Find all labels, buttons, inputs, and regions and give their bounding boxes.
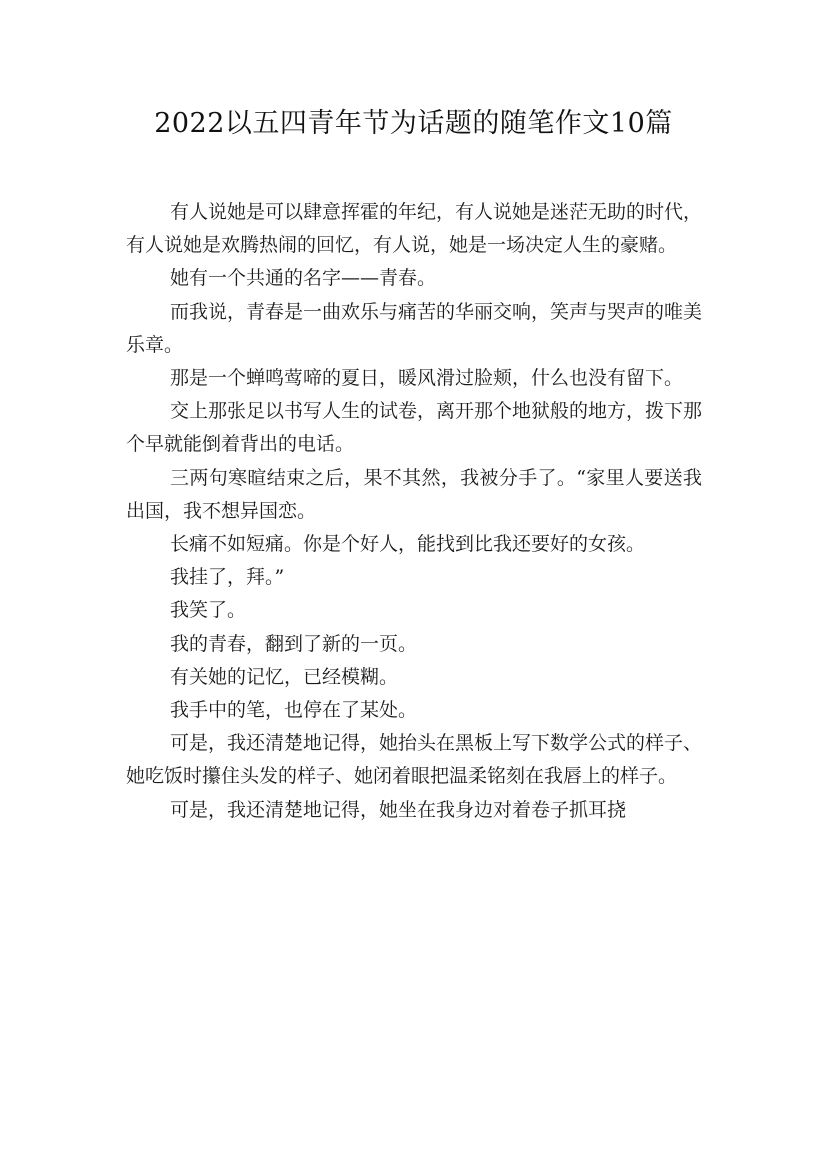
paragraph-10: 我的青春，翻到了新的一页。 <box>170 632 418 655</box>
paragraph-13: 可是，我还清楚地记得，她抬头在黑板上写下数学公式的样子、她吃饭时攥住头发的样子、她闭着眼把温柔铭刻在我唇上的样子。 <box>126 732 703 788</box>
paragraph-14: 可是，我还清楚地记得，她坐在我身边对着卷子抓耳挠 <box>170 798 627 821</box>
paragraph-11: 有关她的记忆，已经模糊。 <box>170 665 399 688</box>
paragraph-5: 交上那张足以书写人生的试卷，离开那个地狱般的地方，拨下那个早就能倒着背出的电话。 <box>126 400 703 456</box>
paragraph-6: 三两句寒暄结束之后，果不其然，我被分手了。“家里人要送我出国，我不想异国恋。 <box>126 466 702 522</box>
paragraph-3: 而我说，青春是一曲欢乐与痛苦的华丽交响，笑声与哭声的唯美乐章。 <box>126 300 703 356</box>
document-body <box>126 196 702 827</box>
paragraph-2: 她有一个共通的名字——青春。 <box>170 267 437 290</box>
paragraph-1: 有人说她是可以肆意挥霍的年纪，有人说她是迷茫无助的时代，有人说她是欢腾热闹的回忆，有人说，她是一场决定人生的豪赌。 <box>126 201 703 257</box>
paragraph-12: 我手中的笔，也停在了某处。 <box>170 699 418 722</box>
paragraph-9: 我笑了。 <box>170 599 247 622</box>
document-title: 2022以五四青年节为话题的随笔作文10篇 <box>154 108 673 139</box>
paragraph-7: 长痛不如短痛。你是个好人，能找到比我还要好的女孩。 <box>170 533 646 556</box>
paragraph-8: 我挂了，拜。” <box>170 566 285 589</box>
paragraph-4: 那是一个蝉鸣莺啼的夏日，暖风滑过脸颊，什么也没有留下。 <box>170 367 684 390</box>
